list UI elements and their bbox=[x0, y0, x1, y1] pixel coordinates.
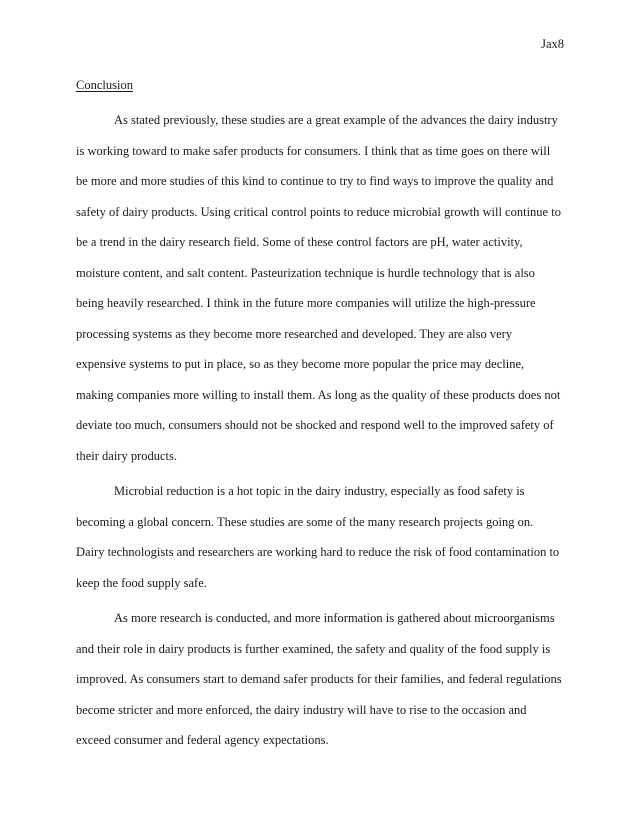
text-line: exceed consumer and federal agency expectations. bbox=[76, 733, 329, 747]
text-line: be more and more studies of this kind to continue to try to find ways to improve the quality and bbox=[76, 174, 554, 188]
text-line: their dairy products. bbox=[76, 448, 178, 463]
text-line: Microbial reduction is a hot topic in the dairy industry, especially as food safety is bbox=[114, 484, 525, 498]
running-head: Jax8 bbox=[541, 37, 564, 51]
text-line: making companies more willing to install them. As long as the quality of these products does not bbox=[76, 387, 561, 402]
text-line: become stricter and more enforced, the dairy industry will have to rise to the occasion and bbox=[76, 702, 527, 717]
text-line: being heavily researched. I think in the future more companies will utilize the high-pressure bbox=[76, 296, 536, 310]
text-line: As stated previously, these studies are a great example of the advances the dairy industry bbox=[114, 113, 558, 127]
paragraph-1 bbox=[76, 112, 564, 478]
paragraph-2 bbox=[76, 483, 564, 605]
text-line: is working toward to make safer products for consumers. I think that as time goes on there will bbox=[76, 143, 551, 158]
text-line: be a trend in the dairy research field. Some of these control factors are pH, water activity, bbox=[76, 235, 523, 249]
paragraph-3 bbox=[76, 610, 564, 763]
body-text bbox=[76, 112, 564, 768]
text-line: improved. As consumers start to demand safer products for their families, and federal regulations bbox=[76, 672, 562, 686]
text-line: processing systems as they become more researched and developed. They are also very bbox=[76, 326, 513, 341]
text-line: becoming a global concern. These studies are some of the many research projects going on. bbox=[76, 514, 534, 529]
text-line: As more research is conducted, and more information is gathered about microorganisms bbox=[114, 611, 555, 625]
text-line: Dairy technologists and researchers are working hard to reduce the risk of food contamination to bbox=[76, 545, 560, 559]
section-heading: Conclusion bbox=[76, 78, 133, 92]
text-line: keep the food supply safe. bbox=[76, 575, 207, 590]
text-line: and their role in dairy products is further examined, the safety and quality of the food supply is bbox=[76, 641, 551, 656]
text-line: deviate too much, consumers should not be shocked and respond well to the improved safety of bbox=[76, 418, 554, 432]
text-line: expensive systems to put in place, so as they become more popular the price may decline, bbox=[76, 357, 525, 371]
text-line: moisture content, and salt content. Pasteurization technique is hurdle technology that is also bbox=[76, 265, 535, 280]
text-line: safety of dairy products. Using critical control points to reduce microbial growth will continue to bbox=[76, 204, 561, 219]
